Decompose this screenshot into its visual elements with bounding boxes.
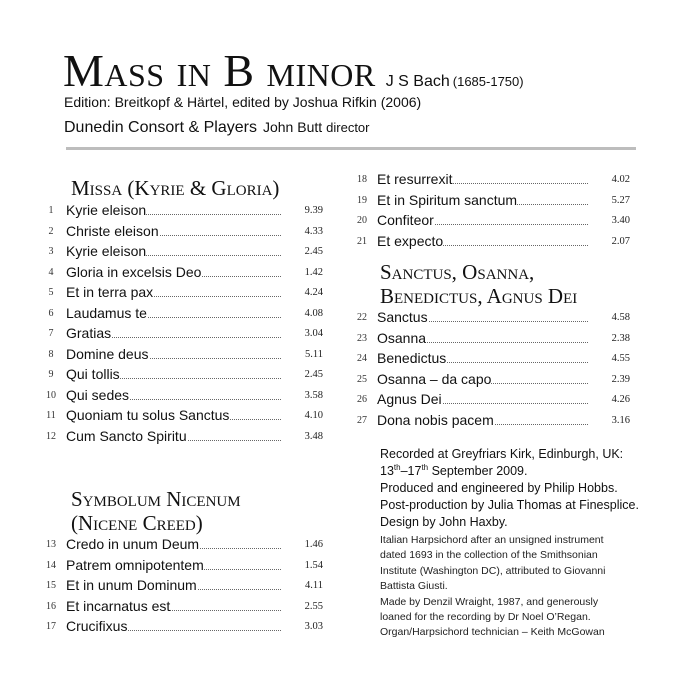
track-row (351, 390, 636, 411)
edition-line: Edition: Breitkopf & Härtel, edited by Joshua Rifkin (2006) (64, 94, 422, 110)
track-number: 17 (46, 621, 56, 632)
track-row (40, 222, 329, 243)
sanctus-heading-line2: Benedictus, Agnus Dei (380, 284, 578, 308)
track-title: Credo in unum Deum (66, 536, 200, 552)
instrument-notes (380, 533, 680, 641)
track-row (40, 201, 329, 222)
track-row (351, 211, 636, 232)
track-duration: 2.55 (304, 600, 323, 612)
track-title: Kyrie eleison (66, 243, 147, 259)
recorded-location: Recorded at Greyfriars Kirk, Edinburgh, UK: (380, 447, 624, 461)
track-title: Et expecto (377, 232, 444, 249)
track-row (40, 345, 329, 366)
missa-track-list (40, 201, 329, 447)
track-number: 26 (357, 394, 367, 405)
track-row (40, 556, 329, 577)
recorded-dates (380, 463, 680, 480)
track-duration: 3.04 (304, 328, 323, 339)
track-number: 9 (48, 369, 54, 380)
track-number: 11 (46, 410, 56, 421)
track-duration: 5.11 (305, 348, 323, 360)
track-duration: 5.27 (611, 194, 630, 206)
track-row (351, 349, 636, 370)
track-row (40, 406, 329, 427)
track-number: 18 (357, 174, 367, 185)
track-duration: 2.38 (611, 332, 630, 344)
track-row (40, 242, 329, 263)
track-title: Gloria in excelsis Deo (66, 263, 202, 280)
track-row (40, 324, 329, 345)
track-row (351, 191, 636, 212)
track-row (40, 283, 329, 304)
track-row (40, 304, 329, 325)
track-title: Qui tollis (66, 366, 120, 382)
producer-credit: Produced and engineered by Philip Hobbs. (380, 481, 618, 495)
recorded-month-year: September 2009. (428, 464, 528, 478)
track-row (40, 386, 329, 407)
production-credits (380, 446, 680, 531)
track-title: Gratias (66, 325, 112, 341)
track-number: 5 (48, 287, 54, 298)
track-row (40, 535, 329, 556)
track-title: Osanna (377, 329, 427, 346)
track-number: 6 (48, 307, 54, 319)
track-title: Et in Spiritum sanctum (377, 191, 518, 208)
recorded-date-end: –17 (400, 464, 422, 478)
track-number: 16 (46, 600, 56, 612)
track-duration: 2.07 (611, 235, 630, 247)
track-title: Kyrie eleison (66, 202, 147, 218)
track-title: Patrem omnipotentem (66, 556, 204, 573)
track-number: 7 (48, 328, 54, 339)
track-number: 27 (357, 414, 367, 426)
track-number: 15 (46, 580, 56, 591)
composer-years: (1685-1750) (452, 74, 524, 89)
track-title: Quoniam tu solus Sanctus (66, 407, 230, 423)
track-duration: 4.02 (611, 174, 630, 185)
director-name: John Butt (262, 119, 323, 135)
track-title: Benedictus (377, 350, 447, 366)
track-title: Qui sedes (66, 386, 130, 403)
track-number: 3 (48, 246, 54, 257)
track-title: Domine deus (66, 345, 149, 362)
track-row (40, 617, 329, 638)
recorded-date-start-suffix: th (393, 462, 401, 472)
track-row (40, 597, 329, 618)
track-title: Confiteor (377, 212, 434, 228)
track-title: Et in unum Dominum (66, 577, 197, 593)
track-number: 21 (357, 235, 367, 247)
track-number: 24 (357, 353, 367, 364)
track-row (351, 411, 636, 432)
track-duration: 4.58 (611, 312, 630, 323)
track-title: Crucifixus (66, 618, 128, 634)
track-title: Osanna – da capo (377, 370, 492, 387)
track-number: 20 (357, 215, 367, 226)
track-duration: 2.45 (304, 246, 323, 257)
track-duration: 3.16 (611, 414, 630, 426)
track-number: 13 (46, 539, 56, 550)
harpsichord-note-line: Italian Harpsichord after an unsigned instrument (380, 534, 604, 546)
track-title: Et incarnatus est (66, 597, 171, 614)
missa-heading: Missa (Kyrie & Gloria) (71, 176, 280, 200)
track-title: Et resurrexit (377, 171, 453, 187)
track-title: Christe eleison (66, 222, 159, 239)
sanctus-heading-line1: Sanctus, Osanna, (380, 260, 535, 284)
track-duration: 1.46 (304, 539, 323, 550)
track-duration: 1.42 (304, 266, 323, 278)
track-row (351, 370, 636, 391)
track-duration: 4.08 (304, 307, 323, 319)
technician-credit: Organ/Harpsichord technician – Keith McGowan (380, 626, 605, 639)
track-duration: 9.39 (304, 205, 323, 216)
track-row (351, 329, 636, 350)
design-credit: Design by John Haxby. (380, 515, 508, 529)
track-row (40, 576, 329, 597)
symbolum-heading-line2: (Nicene Creed) (71, 511, 203, 535)
title-line (63, 44, 524, 97)
recorded-date-start: 13 (380, 464, 394, 478)
recorded-date-end-suffix: th (421, 462, 429, 472)
symbolum-track-list-left (40, 535, 329, 638)
harpsichord-note-line: dated 1693 in the collection of the Smithsonian (380, 549, 598, 562)
sanctus-track-list (351, 308, 636, 431)
track-duration: 2.39 (611, 373, 630, 385)
track-number: 14 (46, 559, 56, 571)
track-number: 10 (46, 389, 56, 401)
track-title: Sanctus (377, 309, 428, 325)
composer: J S Bach (385, 73, 450, 90)
track-duration: 4.10 (304, 410, 323, 421)
maker-note-line: Made by Denzil Wraight, 1987, and generously (380, 595, 599, 608)
track-duration: 4.24 (304, 287, 323, 298)
track-row (351, 232, 636, 253)
track-row (40, 263, 329, 284)
maker-note-line: loaned for the recording by Dr Noel O’Regan. (380, 611, 591, 624)
track-duration: 4.26 (611, 394, 630, 405)
header-divider (66, 147, 636, 150)
track-duration: 1.54 (304, 559, 323, 571)
track-row (40, 365, 329, 386)
director-role: director (326, 120, 370, 135)
track-row (351, 308, 636, 329)
track-title: Et in terra pax (66, 284, 154, 300)
symbolum-track-list-right (351, 170, 636, 252)
track-duration: 4.33 (304, 225, 323, 237)
track-row (40, 427, 329, 448)
track-number: 12 (46, 430, 56, 442)
track-duration: 3.58 (304, 389, 323, 401)
track-duration: 4.11 (305, 580, 323, 591)
track-duration: 4.55 (611, 353, 630, 364)
track-duration: 3.40 (611, 215, 630, 226)
track-title: Dona nobis pacem (377, 411, 494, 428)
track-number: 4 (48, 266, 54, 278)
harpsichord-note-line: Institute (Washington DC), attributed to Giovanni (380, 564, 606, 577)
performer-line (64, 117, 370, 137)
track-number: 19 (357, 194, 367, 206)
track-title: Laudamus te (66, 304, 147, 321)
track-duration: 2.45 (304, 369, 323, 380)
track-title: Agnus Dei (377, 391, 442, 407)
track-duration: 3.03 (304, 621, 323, 632)
track-number: 23 (357, 332, 367, 344)
harpsichord-note-line: Battista Giusti. (380, 580, 448, 593)
track-number: 2 (48, 225, 54, 237)
track-number: 8 (48, 348, 54, 360)
track-number: 25 (357, 373, 367, 385)
track-title: Cum Sancto Spiritu (66, 427, 187, 444)
track-duration: 3.48 (304, 430, 323, 442)
main-title: Mass in B minor (63, 45, 376, 96)
performer: Dunedin Consort & Players (64, 119, 257, 136)
track-row (351, 170, 636, 191)
track-number: 1 (48, 205, 54, 216)
track-number: 22 (357, 312, 367, 323)
symbolum-heading-line1: Symbolum Nicenum (71, 487, 241, 511)
post-production-credit: Post-production by Julia Thomas at Finesplice. (380, 498, 639, 512)
